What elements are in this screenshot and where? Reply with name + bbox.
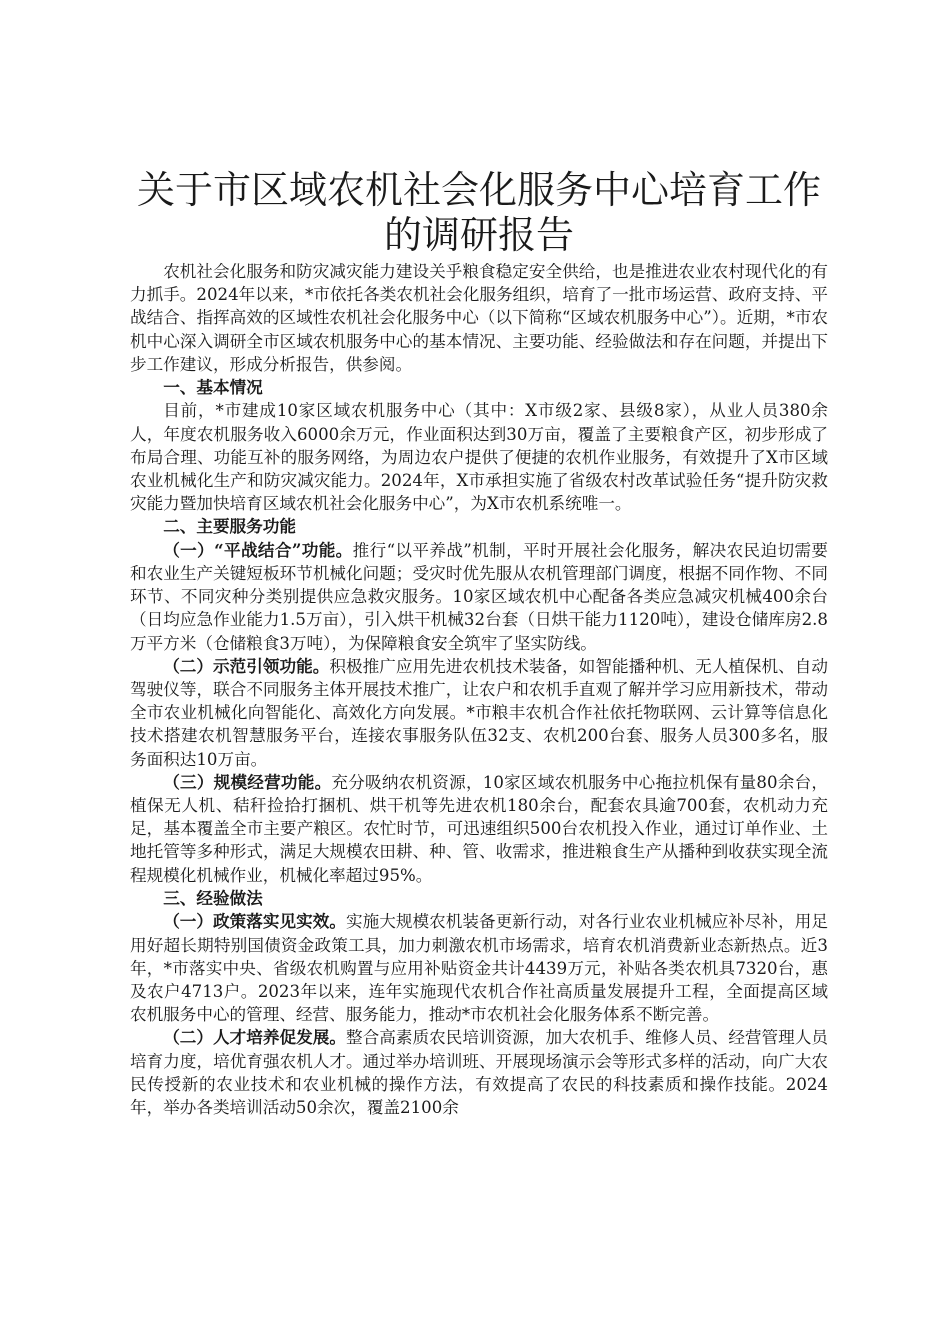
paragraph-body: 实施大规模农机装备更新行动，对各行业农业机械应补尽补，用足用好超长期特别国债资金政策工具，加力刺激农机市场需求，培育农机消费新业态新热点。近3年，*市落实中央、省级农机购置与应用补贴资金共计4439万元，补贴各类农机具7320台，惠及农户4713户。2023年以来，连年实施现代农机合作社高质量发展提升工程，全面提高区域农机服务中心的管理、经营、服务能力，推动*市农机社会化服务体系不断完善。 bbox=[130, 912, 829, 1025]
function-paragraph bbox=[130, 771, 828, 887]
function-paragraph bbox=[130, 655, 828, 771]
paragraph-body: 积极推广应用先进农机技术装备，如智能播种机、无人植保机、自动驾驶仪等，联合不同服务主体开展技术推广，让农户和农机手直观了解并学习应用新技术，带动全市农业机械化向智能化、高效化方向发展。*市粮丰农机合作社依托物联网、云计算等信息化技术搭建农机智慧服务平台，连接农事服务队伍32支、农机200台套、服务人员300多名，服务面积达10万亩。 bbox=[130, 656, 829, 769]
section-heading-experience: 三、经验做法 bbox=[163, 887, 263, 908]
document-page bbox=[130, 168, 828, 1119]
paragraph-lead: （一）政策落实见实效。 bbox=[163, 911, 347, 932]
paragraph-lead: （二）人才培养促发展。 bbox=[163, 1027, 347, 1048]
experience-paragraph bbox=[130, 1026, 828, 1119]
section-heading-main-functions: 二、主要服务功能 bbox=[163, 516, 296, 537]
document-title: 关于市区域农机社会化服务中心培育工作的调研报告 bbox=[136, 168, 821, 257]
paragraph-lead: （三）规模经营功能。 bbox=[163, 771, 332, 792]
intro-paragraph: 农机社会化服务和防灾减灾能力建设关乎粮食稳定安全供给，也是推进农业农村现代化的有力抓手。2024年以来，*市依托各类农机社会化服务组织，培育了一批市场运营、政府支持、平战结合、指挥高效的区域性农机社会化服务中心（以下简称“区域农机服务中心”）。近期，*市农机中心深入调研全市区域农机服务中心的基本情况、主要功能、经验做法和存在问题，并提出下步工作建议，形成分析报告，供参阅。 bbox=[130, 262, 828, 374]
paragraph-lead: （二）示范引领功能。 bbox=[163, 655, 330, 676]
experience-paragraph bbox=[130, 910, 828, 1026]
paragraph-lead: （一）“平战结合”功能。 bbox=[163, 539, 353, 560]
section-body-basic-situation: 目前，*市建成10家区域农机服务中心（其中：X市级2家、县级8家），从业人员380余人，年度农机服务收入6000余万元，作业面积达到30万亩，覆盖了主要粮食产区，初步形成了布局合理、功能互补的服务网络，为周边农户提供了便捷的农机作业服务，有效提升了X市区域农业机械化生产和防灾减灾能力。2024年，X市承担实施了省级农村改革试验任务“提升防灾救灾能力暨加快培育区域农机社会化服务中心”，为X市农机系统唯一。 bbox=[130, 401, 828, 514]
paragraph-body: 推行“以平养战”机制，平时开展社会化服务，解决农民迫切需要和农业生产关键短板环节机械化问题；受灾时优先服从农机管理部门调度，根据不同作物、不同环节、不同灾种分类别提供应急救灾服务。10家区域农机中心配备各类应急减灾机械400余台（日均应急作业能力1.5万亩），引入烘干机械32台套（日烘干能力1120吨），建设仓储库房2.8万平方米（仓储粮食3万吨），为保障粮食安全筑牢了坚实防线。 bbox=[130, 540, 828, 653]
section-heading-basic-situation: 一、基本情况 bbox=[163, 377, 263, 398]
paragraph-body: 充分吸纳农机资源，10家区域农机服务中心拖拉机保有量80余台，植保无人机、秸秆捡拾打捆机、烘干机等先进农机180余台，配套农具逾700套，农机动力充足，基本覆盖全市主要产粮区。农忙时节，可迅速组织500台农机投入作业，通过订单作业、土地托管等多种形式，满足大规模农田耕、种、管、收需求，推进粮食生产从播种到收获实现全流程规模化机械作业，机械化率超过95%。 bbox=[130, 772, 828, 885]
paragraph-body: 整合高素质农民培训资源，加大农机手、维修人员、经营管理人员培育力度，培优育强农机人才。通过举办培训班、开展现场演示会等形式多样的活动，向广大农民传授新的农业技术和农业机械的操作方法，有效提高了农民的科技素质和操作技能。2024年，举办各类培训活动50余次，覆盖2100余 bbox=[130, 1028, 829, 1117]
function-paragraph bbox=[130, 539, 828, 655]
